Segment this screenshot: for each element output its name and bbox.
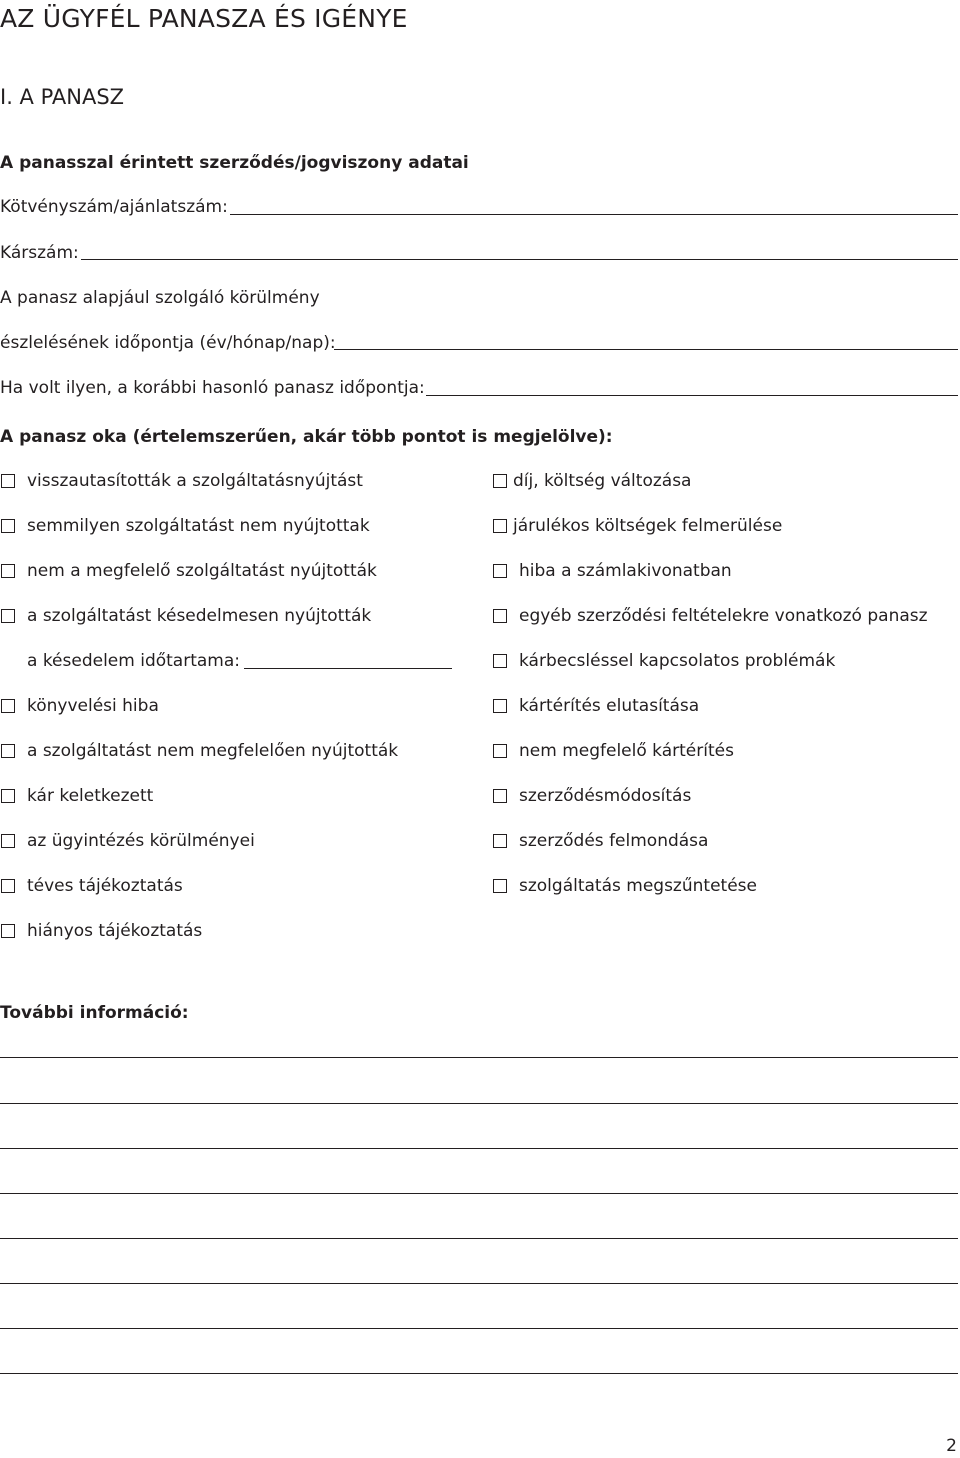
checkbox-reason-right-4[interactable] <box>493 609 507 623</box>
reason-right-1-label: díj, költség változása <box>513 471 692 491</box>
checkbox-reason-left-5[interactable] <box>1 699 15 713</box>
checkbox-reason-right-8[interactable] <box>493 789 507 803</box>
checkbox-reason-right-3[interactable] <box>493 564 507 578</box>
reason-left-4-label: a szolgáltatást késedelmesen nyújtották <box>27 606 372 626</box>
delay-label: a késedelem időtartama: <box>27 651 241 671</box>
reason-right-10-label: szolgáltatás megszűntetése <box>519 876 757 896</box>
reason-right-2-label: járulékos költségek felmerülése <box>513 516 783 536</box>
policy-number-field[interactable] <box>230 214 958 215</box>
checkbox-reason-left-8[interactable] <box>1 834 15 848</box>
reason-right-8-label: szerződésmódosítás <box>519 786 692 806</box>
additional-info-line[interactable] <box>0 1057 958 1058</box>
reason-right-6-label: kártérítés elutasítása <box>519 696 700 716</box>
reason-left-8-label: az ügyintézés körülményei <box>27 831 255 851</box>
additional-info-label: További információ: <box>0 1003 189 1023</box>
circumstance-date-field[interactable] <box>334 349 958 350</box>
reason-left-7-label: kár keletkezett <box>27 786 154 806</box>
reason-right-9-label: szerződés felmondása <box>519 831 709 851</box>
reason-left-5-label: könyvelési hiba <box>27 696 159 716</box>
page-title: AZ ÜGYFÉL PANASZA ÉS IGÉNYE <box>0 4 408 33</box>
page-number: 2 <box>946 1436 957 1456</box>
reason-right-7-label: nem megfelelő kártérítés <box>519 741 734 761</box>
additional-info-line[interactable] <box>0 1148 958 1149</box>
reason-left-2-label: semmilyen szolgáltatást nem nyújtottak <box>27 516 370 536</box>
checkbox-reason-left-1[interactable] <box>1 474 15 488</box>
additional-info-line[interactable] <box>0 1238 958 1239</box>
circumstance-label-line1: A panasz alapjául szolgáló körülmény <box>0 288 320 308</box>
checkbox-reason-left-3[interactable] <box>1 564 15 578</box>
checkbox-reason-right-1[interactable] <box>493 474 507 488</box>
contract-heading: A panasszal érintett szerződés/jogviszony adatai <box>0 153 469 173</box>
checkbox-reason-right-9[interactable] <box>493 834 507 848</box>
checkbox-reason-right-7[interactable] <box>493 744 507 758</box>
previous-complaint-date-field[interactable] <box>426 395 958 396</box>
additional-info-line[interactable] <box>0 1328 958 1329</box>
checkbox-reason-left-7[interactable] <box>1 789 15 803</box>
reason-left-1-label: visszautasították a szolgáltatásnyújtást <box>27 471 363 491</box>
additional-info-line[interactable] <box>0 1283 958 1284</box>
reason-right-4-label: egyéb szerződési feltételekre vonatkozó panasz <box>519 606 928 626</box>
checkbox-reason-left-4[interactable] <box>1 609 15 623</box>
reason-left-9-label: téves tájékoztatás <box>27 876 183 896</box>
reason-right-5-label: kárbecsléssel kapcsolatos problémák <box>519 651 836 671</box>
checkbox-reason-right-2[interactable] <box>493 519 507 533</box>
checkbox-reason-left-6[interactable] <box>1 744 15 758</box>
policy-number-label: Kötvényszám/ajánlatszám: <box>0 197 228 217</box>
additional-info-line[interactable] <box>0 1193 958 1194</box>
checkbox-reason-left-10[interactable] <box>1 924 15 938</box>
claim-number-field[interactable] <box>81 259 958 260</box>
checkbox-reason-left-9[interactable] <box>1 879 15 893</box>
additional-info-line[interactable] <box>0 1103 958 1104</box>
delay-duration-field[interactable] <box>244 668 452 669</box>
reason-left-3-label: nem a megfelelő szolgáltatást nyújtották <box>27 561 377 581</box>
claim-number-label: Kárszám: <box>0 243 79 263</box>
reason-left-6-label: a szolgáltatást nem megfelelően nyújtották <box>27 741 399 761</box>
additional-info-line[interactable] <box>0 1373 958 1374</box>
checkbox-reason-right-5[interactable] <box>493 654 507 668</box>
checkbox-reason-right-10[interactable] <box>493 879 507 893</box>
reasons-heading: A panasz oka (értelemszerűen, akár több pontot is megjelölve): <box>0 427 613 447</box>
checkbox-reason-left-2[interactable] <box>1 519 15 533</box>
reason-right-3-label: hiba a számlakivonatban <box>519 561 732 581</box>
reason-left-10-label: hiányos tájékoztatás <box>27 921 203 941</box>
section-heading: I. A PANASZ <box>0 85 125 109</box>
previous-complaint-label: Ha volt ilyen, a korábbi hasonló panasz időpontja: <box>0 378 425 398</box>
circumstance-label-line2: észlelésének időpontja (év/hónap/nap): <box>0 333 336 353</box>
checkbox-reason-right-6[interactable] <box>493 699 507 713</box>
